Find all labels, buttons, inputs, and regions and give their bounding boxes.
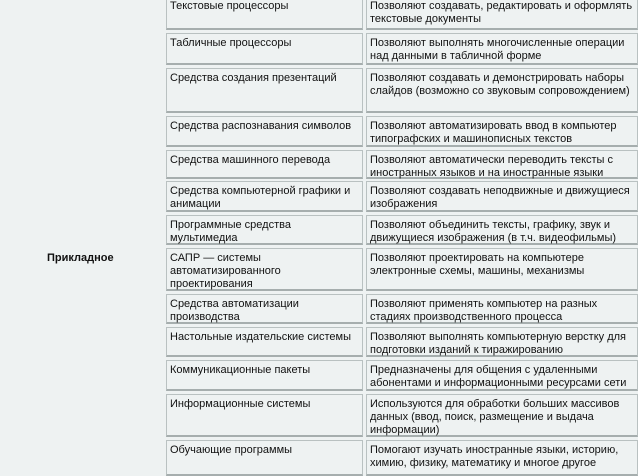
category-label: Прикладное [47,252,114,264]
software-description-cell: Позволяют создавать, редактировать и оформлять текстовые документы [366,0,638,30]
category-cell [0,0,166,476]
software-type-cell: Средства автоматизации производства [166,294,363,324]
software-type-cell: Табличные процессоры [166,33,363,65]
software-description-cell: Предназначены для общения с удаленными абонентами и информационными ресурсами сети [366,360,638,391]
software-type-cell: Средства распознавания символов [166,116,363,147]
software-description-cell: Позволяют применять компьютер на разных стадиях производственного процесса [366,294,638,324]
software-description-cell: Позволяют выполнять многочисленные операции над данными в табличной форме [366,33,638,65]
software-type-cell: Обучающие программы [166,440,363,476]
software-description-cell: Используются для обработки больших массивов данных (ввод, поиск, размещение и выдача информации) [366,394,638,437]
software-description-cell: Помогают изучать иностранные языки, историю, химию, физику, математику и многое другое [366,440,638,476]
software-type-cell: Средства компьютерной графики и анимации [166,181,363,212]
software-description-cell: Позволяют создавать неподвижные и движущиеся изображения [366,181,638,212]
software-description-cell: Позволяют объединить тексты, графику, звук и движущиеся изображения (в т.ч. видеофильмы) [366,215,638,245]
software-description-cell: Позволяют создавать и демонстрировать наборы слайдов (возможно со звуковым сопровождением) [366,68,638,113]
software-type-cell: Средства машинного перевода [166,150,363,179]
software-description-cell: Позволяют проектировать на компьютере электронные схемы, машины, механизмы [366,248,638,291]
software-type-cell: Коммуникационные пакеты [166,360,363,391]
software-type-cell: Текстовые процессоры [166,0,363,30]
software-type-cell: Информационные системы [166,394,363,437]
software-type-cell: Настольные издательские системы [166,327,363,357]
software-description-cell: Позволяют автоматически переводить тексты с иностранных языков и на иностранные языки [366,150,638,179]
software-type-cell: САПР — системы автоматизированного проектирования [166,248,363,291]
software-type-cell: Средства создания презентаций [166,68,363,113]
software-description-cell: Позволяют выполнять компьютерную верстку для подготовки изданий к тиражированию [366,327,638,357]
software-description-cell: Позволяют автоматизировать ввод в компьютер типографских и машинописных текстов [366,116,638,147]
software-type-cell: Программные средства мультимедиа [166,215,363,245]
